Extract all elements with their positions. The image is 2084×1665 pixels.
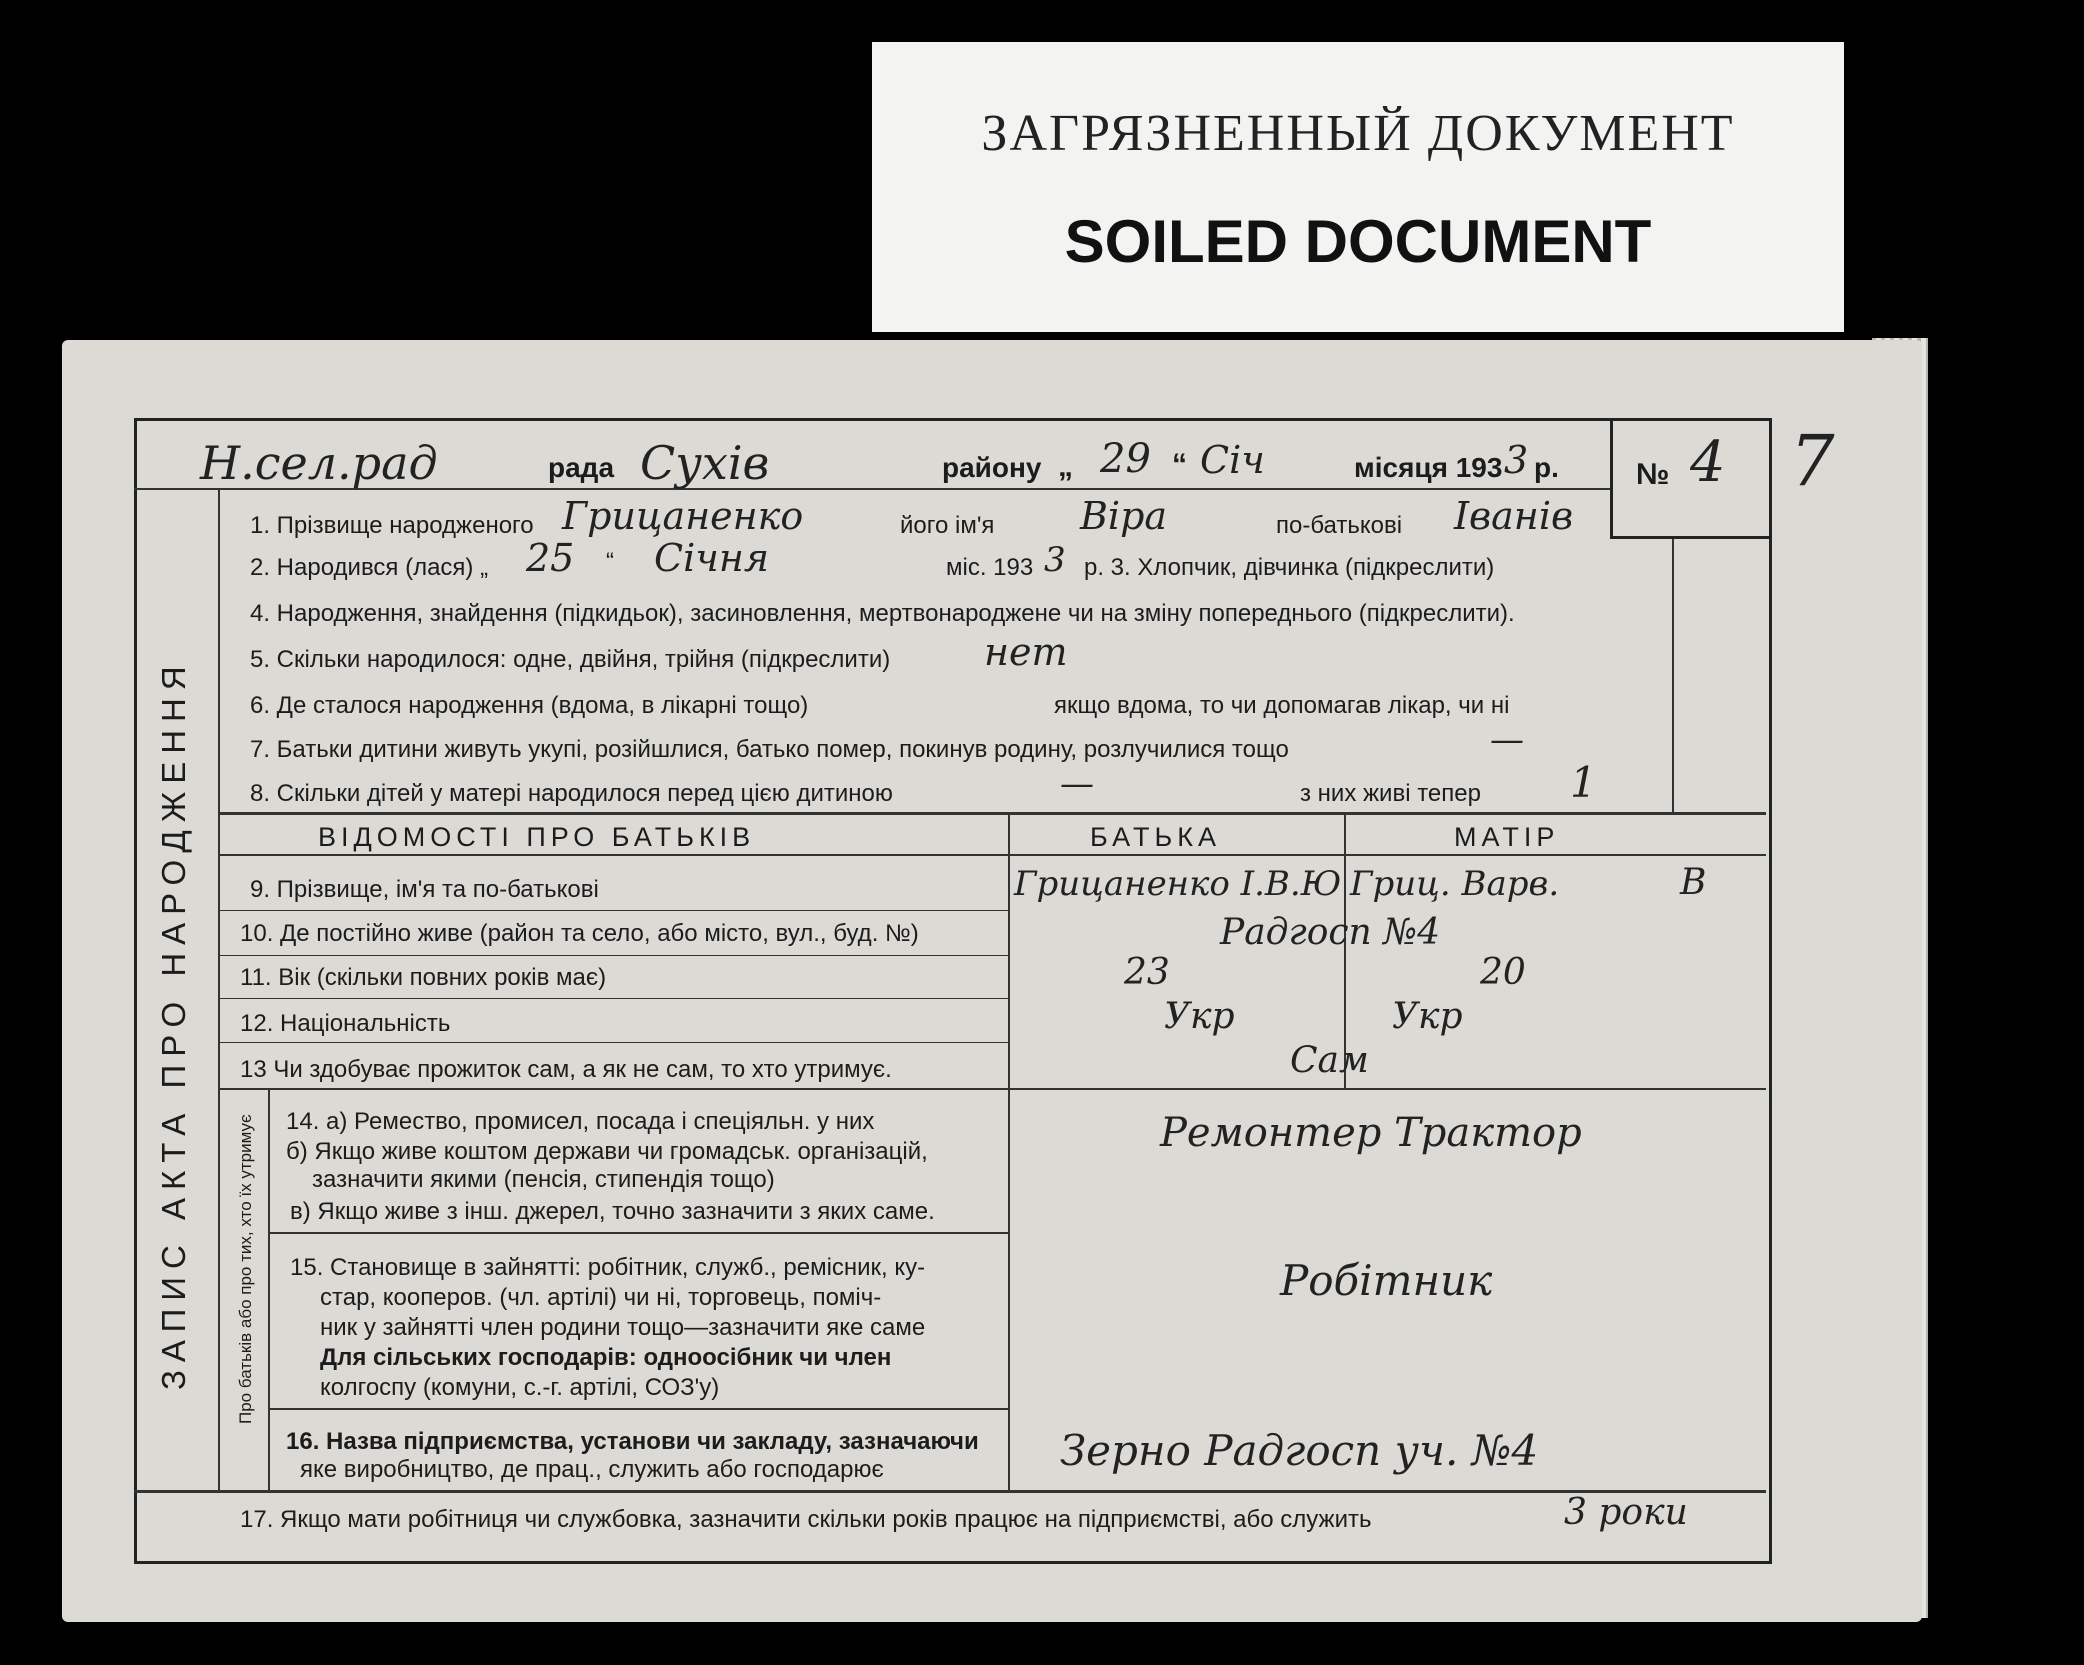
table-header-line: [218, 854, 1766, 856]
row-12-father-value: Укр: [1164, 996, 1235, 1037]
day-quote-close: “: [1172, 448, 1187, 481]
row-9-father-value: Грицаненко І.В.Ю: [1014, 864, 1342, 904]
row-14a-label: 14. а) Ремество, промисел, посада і спеціяльн. у них: [286, 1108, 875, 1135]
handwritten-day: 29: [1100, 436, 1151, 482]
month-year-label: місяця 193: [1354, 452, 1503, 483]
row-13-label: 13 Чи здобуває прожиток сам, а як не сам, то хто утримує.: [240, 1056, 892, 1083]
row-line-13: [218, 1088, 1766, 1090]
row-line-15: [268, 1408, 1008, 1410]
item-6-doctor-label: якщо вдома, то чи допомагав лікар, чи ні: [1054, 692, 1510, 719]
item-1-patronymic-value: Іванів: [1454, 494, 1574, 538]
row-line-14: [268, 1232, 1008, 1234]
number-label: №: [1636, 458, 1670, 491]
day-quote-open: „: [1058, 450, 1073, 483]
raion-label: району: [942, 452, 1042, 483]
handwritten-margin-number: 7: [1790, 420, 1835, 502]
row-14-value: Ремонтер Трактор: [1160, 1110, 1582, 1156]
item-4-label: 4. Народження, знайдення (підкидьок), засиновлення, мертвонароджене чи на зміну попереднього (підкреслити).: [250, 600, 1515, 627]
item-1-label: 1. Прізвище народженого: [250, 512, 534, 539]
row-12-mother-value: Укр: [1392, 996, 1463, 1037]
mother-column-header: МАТІР: [1454, 822, 1560, 852]
col-divider-1: [1008, 812, 1010, 1490]
row-9-extra-value: В: [1680, 862, 1707, 903]
row-17-value: 3 роки: [1564, 1492, 1688, 1533]
row-11-father-value: 23: [1124, 952, 1170, 993]
right-margin-divider: [1672, 536, 1674, 812]
row-line-9: [218, 910, 1008, 911]
row-15-value: Робітник: [1280, 1256, 1493, 1305]
item-2-day-value: 25: [526, 536, 575, 580]
side-title: ЗАПИС АКТА ПРО НАРОДЖЕННЯ: [155, 658, 192, 1390]
row-16a-label: 16. Назва підприємства, установи чи закладу, зазначаючи: [286, 1428, 979, 1455]
side-subtitle: Про батьків або про тих, хто їх утримує: [236, 1114, 255, 1424]
item-2-3-label: р. 3. Хлопчик, дівчинка (підкреслити): [1084, 554, 1495, 581]
row-15c-label: ник у зайнятті член родини тощо—зазначити яке саме: [320, 1314, 926, 1341]
row-line-10: [218, 955, 1008, 956]
item-8-alive-label: з них живі тепер: [1300, 780, 1481, 807]
section-divider-parents: [218, 812, 1766, 815]
row-line-16: [134, 1490, 1766, 1493]
item-5-value: нет: [984, 630, 1068, 674]
row-16-value: Зерно Радгосп уч. №4: [1060, 1426, 1539, 1475]
handwritten-district: Сухів: [640, 436, 770, 490]
item-1-name-value: Віра: [1080, 494, 1168, 538]
side-column-divider: [218, 488, 220, 1490]
handwritten-year: 3: [1504, 438, 1529, 482]
row-line-11: [218, 998, 1008, 999]
stamp-english-text: SOILED DOCUMENT: [1064, 208, 1652, 275]
item-6-label: 6. Де сталося народження (вдома, в лікарні тощо): [250, 692, 809, 719]
sub-column-divider: [268, 1088, 270, 1490]
year-suffix: р.: [1534, 452, 1559, 483]
item-8-label: 8. Скільки дітей у матері народилося перед цією дитиною: [250, 780, 893, 807]
parents-info-header: ВІДОМОСТІ ПРО БАТЬКІВ: [318, 822, 756, 852]
soiled-document-stamp: [872, 42, 1844, 332]
row-10-value: Радгосп №4: [1220, 912, 1441, 953]
item-1-patronymic-label: по-батькові: [1276, 512, 1403, 539]
row-9-mother-value: Гриц. Варв.: [1350, 864, 1560, 904]
handwritten-month: Січ: [1200, 438, 1265, 482]
handwritten-record-number: 4: [1690, 430, 1726, 495]
row-15a-label: 15. Становище в зайнятті: робітник, служб., ремісник, ку-: [290, 1254, 926, 1281]
row-12-label: 12. Національність: [240, 1010, 451, 1037]
item-2-quote: “: [606, 548, 614, 575]
item-2-year-value: 3: [1044, 540, 1066, 580]
row-17-label: 17. Якщо мати робітниця чи службовка, зазначити скільки років працює на підприємстві, або служить: [240, 1506, 1372, 1533]
row-10-label: 10. Де постійно живе (район та село, або місто, вул., буд. №): [240, 920, 919, 947]
row-9-label: 9. Прізвище, ім'я та по-батькові: [250, 876, 599, 903]
item-2-month-value: Січня: [654, 536, 770, 580]
item-2-label: 2. Народився (лася) „: [250, 554, 489, 581]
row-15d-label: Для сільських господарів: одноосібник чи член: [320, 1344, 892, 1371]
item-1-surname-value: Грицаненко: [562, 494, 804, 538]
row-16b-label: яке виробництво, де прац., служить або господарює: [300, 1456, 884, 1483]
row-14c-label: в) Якщо живе з інш. джерел, точно зазначити з яких саме.: [290, 1198, 935, 1225]
father-column-header: БАТЬКА: [1090, 822, 1221, 852]
item-7-label: 7. Батьки дитини живуть укупі, розійшлися, батько помер, покинув родину, розлучилися тощо: [250, 736, 1289, 763]
item-7-value: —: [1490, 720, 1524, 760]
item-1-name-label: його ім'я: [900, 512, 995, 539]
row-14b2-label: зазначити якими (пенсія, стипендія тощо): [312, 1166, 775, 1193]
row-14b-label: б) Якщо живе коштом держави чи громадськ. організацій,: [286, 1138, 928, 1165]
item-8-dash-value: —: [1060, 764, 1094, 804]
row-13-value: Сам: [1290, 1040, 1369, 1081]
row-11-label: 11. Вік (скільки повних років має): [240, 964, 607, 991]
rada-label: рада: [548, 452, 615, 483]
stamp-russian-text: ЗАГРЯЗНЕННЫЙ ДОКУМЕНТ: [981, 105, 1735, 162]
item-5-label: 5. Скільки народилося: одне, двійня, трійня (підкреслити): [250, 646, 891, 673]
row-line-12: [218, 1042, 1008, 1043]
row-15e-label: колгоспу (комуни, с.-г. артілі, СОЗ'у): [320, 1374, 720, 1401]
row-11-mother-value: 20: [1480, 952, 1526, 993]
item-8-value: 1: [1570, 758, 1597, 807]
handwritten-council: Н.сел.рад: [200, 436, 438, 490]
item-2-month-label: міс. 193: [946, 554, 1034, 581]
row-15b-label: стар, кооперов. (чл. артілі) чи ні, торговець, поміч-: [320, 1284, 882, 1311]
